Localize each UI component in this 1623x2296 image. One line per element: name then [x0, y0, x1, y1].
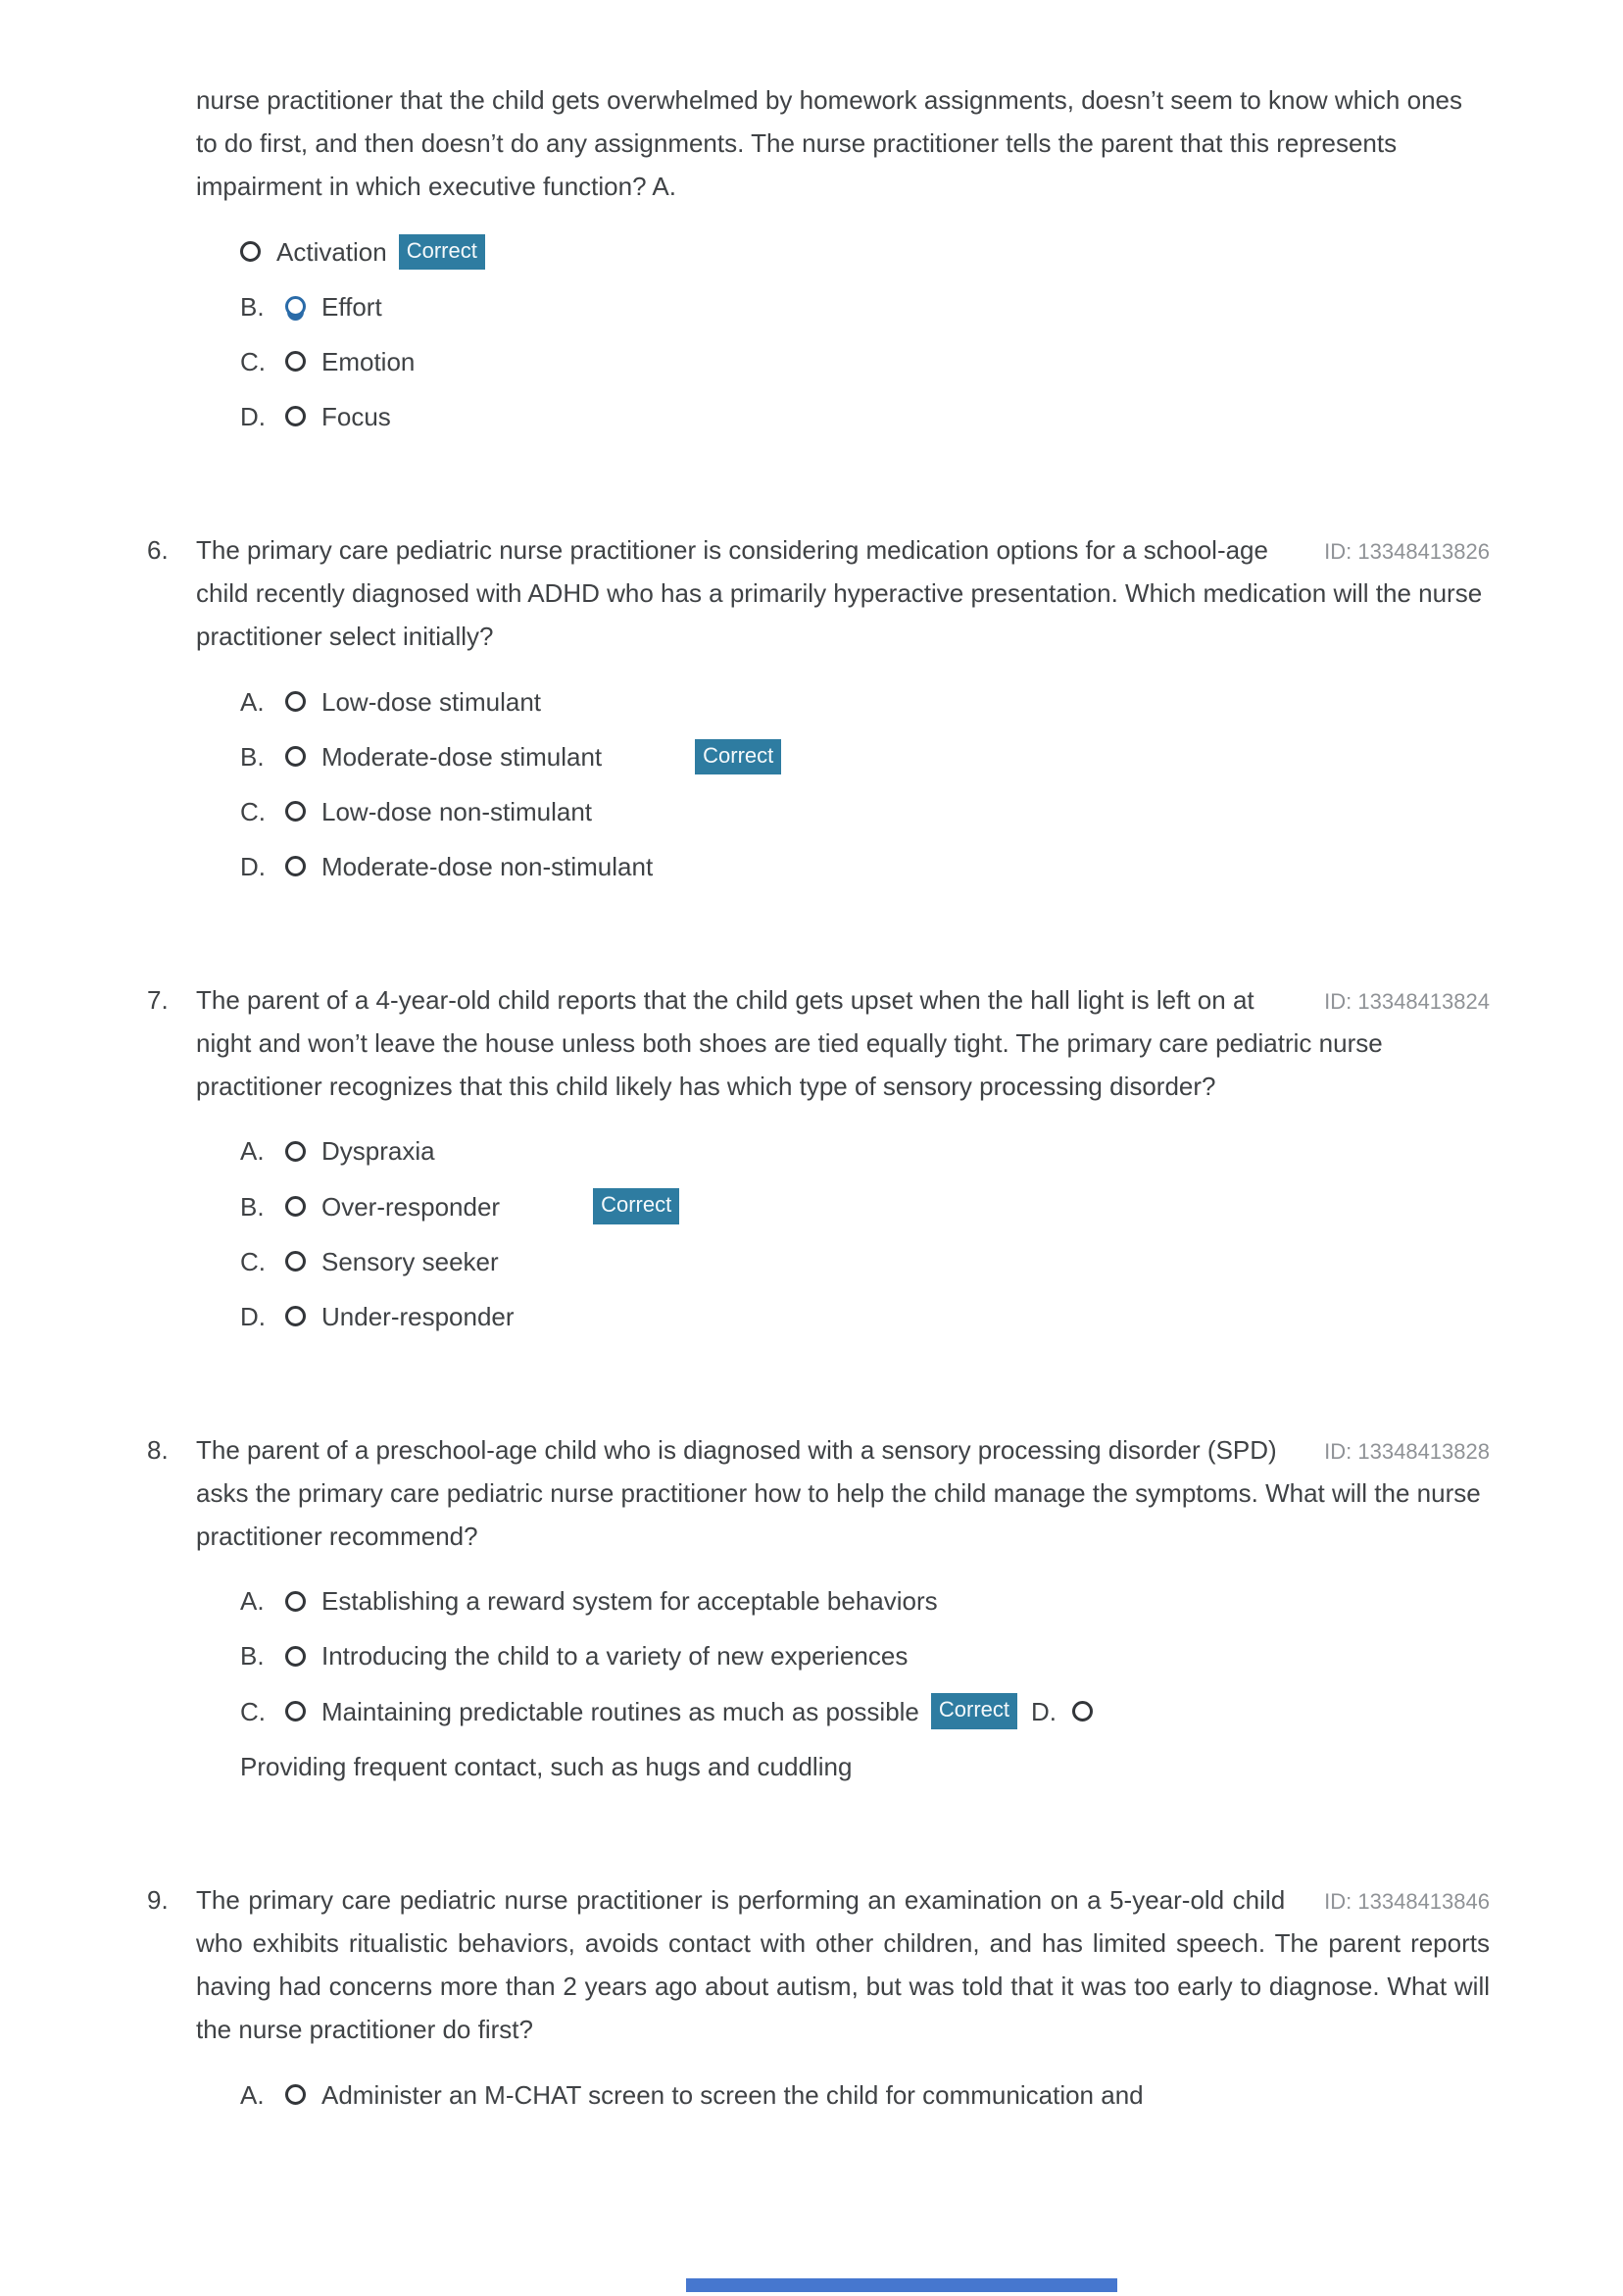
correct-badge: Correct: [593, 1188, 679, 1223]
option-row: [240, 399, 1490, 434]
question-number: 7.: [147, 984, 169, 1015]
option-letter: B.: [240, 1191, 265, 1222]
radio-button[interactable]: [285, 746, 306, 767]
question-text: nurse practitioner that the child gets overwhelmed by homework assignments, doesn’t seem to know which ones to do first, and then doesn’t do any assignments. The nurse practitioner tells the parent that this represents impairment in which executive function? A.: [196, 85, 1462, 202]
correct-badge: Correct: [931, 1693, 1017, 1728]
questions-list: [147, 528, 1490, 2113]
option-label: Under-responder: [321, 1301, 515, 1331]
option-label: Low-dose stimulant: [321, 686, 541, 717]
option-row: [240, 1299, 1490, 1334]
option-letter: C.: [240, 796, 266, 826]
option-row: [240, 1638, 1490, 1673]
question-text: [147, 1428, 1490, 1559]
option-row: [240, 1749, 1490, 1784]
radio-button[interactable]: [285, 351, 306, 372]
option-label: Effort: [321, 291, 382, 322]
radio-button[interactable]: [285, 1701, 306, 1722]
option-row: [240, 289, 1490, 324]
horizontal-scrollbar-thumb[interactable]: [686, 2278, 1117, 2292]
option-row: [240, 739, 1490, 774]
option-row: [240, 849, 1490, 884]
option-letter: A.: [240, 1136, 265, 1167]
question-body: The primary care pediatric nurse practitioner is considering medication options for a school-age child recently diagnosed with ADHD who has a primarily hyperactive presentation. Which medication will the nurse practitioner select initially?: [196, 534, 1483, 652]
option-letter: B.: [240, 291, 265, 322]
option-letter: D.: [1031, 1696, 1057, 1726]
options-list: [240, 234, 1490, 434]
question-body: The parent of a 4-year-old child reports that the child gets upset when the hall light is left on at night and won’t leave the house unless both shoes are tied equally tight. The primary care pediatric nurse practitioner recognizes that this child likely has which type of sensory processing disorder?: [196, 984, 1383, 1102]
option-row: [240, 1188, 1490, 1223]
option-letter: D.: [240, 401, 266, 431]
option-label: Low-dose non-stimulant: [321, 796, 593, 826]
option-label: Providing frequent contact, such as hugs and cuddling: [240, 1751, 853, 1781]
option-label: Moderate-dose non-stimulant: [321, 851, 654, 881]
options-list: [240, 684, 1490, 884]
option-label: Focus: [321, 401, 391, 431]
question-number: 6.: [147, 534, 169, 565]
radio-button[interactable]: [285, 406, 306, 426]
correct-badge: Correct: [695, 739, 781, 774]
radio-button[interactable]: [285, 1591, 306, 1612]
option-row: [240, 1693, 1490, 1728]
options-list: [240, 1133, 1490, 1333]
option-label: Dyspraxia: [321, 1136, 435, 1167]
radio-button[interactable]: [285, 296, 306, 317]
question-id: ID: 13348413828: [1324, 1438, 1490, 1464]
option-label: Maintaining predictable routines as much as possible: [321, 1696, 919, 1726]
option-row: [240, 1583, 1490, 1619]
radio-button[interactable]: [285, 856, 306, 876]
radio-button[interactable]: [285, 1196, 306, 1217]
question-body: The parent of a preschool-age child who is diagnosed with a sensory processing disorder (SPD) asks the primary care pediatric nurse practitioner how to help the child manage the symptoms. What will the nurse practitioner recommend?: [196, 1434, 1481, 1552]
option-row: [240, 2077, 1490, 2113]
question-text: [147, 978, 1490, 1109]
option-label: Sensory seeker: [321, 1246, 499, 1276]
option-row: [240, 344, 1490, 379]
question-text: [147, 528, 1490, 659]
option-letter: B.: [240, 1641, 265, 1672]
option-letter: C.: [240, 346, 266, 376]
option-letter: D.: [240, 1301, 266, 1331]
radio-button[interactable]: [285, 1251, 306, 1272]
option-label: Emotion: [321, 346, 416, 376]
option-row: [240, 684, 1490, 720]
question-id: ID: 13348413824: [1324, 988, 1490, 1014]
radio-button[interactable]: [285, 691, 306, 712]
option-letter: B.: [240, 741, 265, 772]
option-letter: A.: [240, 1586, 265, 1617]
radio-button[interactable]: [240, 241, 261, 262]
option-label: Administer an M-CHAT screen to screen the child for communication and: [321, 2079, 1144, 2110]
question-id: ID: 13348413846: [1324, 1888, 1490, 1914]
options-list: [240, 2077, 1490, 2113]
option-row: [240, 234, 1490, 270]
radio-button[interactable]: [285, 2084, 306, 2105]
option-letter: C.: [240, 1246, 266, 1276]
question-text: [147, 1878, 1490, 2052]
question-number: 9.: [147, 1884, 169, 1915]
question-id: ID: 13348413826: [1324, 538, 1490, 564]
option-row: [240, 1133, 1490, 1169]
option-letter: A.: [240, 2079, 265, 2110]
option-letter: A.: [240, 686, 265, 717]
correct-badge: Correct: [399, 234, 485, 270]
question-block: [147, 978, 1490, 1334]
option-row: [240, 794, 1490, 829]
option-label: Over-responder: [321, 1191, 501, 1222]
radio-button[interactable]: [285, 1141, 306, 1162]
radio-button[interactable]: [285, 801, 306, 822]
question-block: [147, 528, 1490, 884]
option-letter: D.: [240, 851, 266, 881]
option-row: [240, 1244, 1490, 1279]
intro-question: [147, 78, 1490, 434]
radio-button[interactable]: [285, 1646, 306, 1667]
option-label: Introducing the child to a variety of new experiences: [321, 1641, 909, 1672]
radio-button[interactable]: [1072, 1701, 1093, 1722]
option-letter: C.: [240, 1696, 266, 1726]
options-list: [240, 1583, 1490, 1783]
radio-button[interactable]: [285, 1306, 306, 1326]
question-body: The primary care pediatric nurse practitioner is performing an examination on a 5-year-old child who exhibits ritualistic behaviors, avoids contact with other children, and has limited speech. The parent reports having had concerns more than 2 years ago about autism, but was told that it was too early to diagnose. What will the nurse practitioner do first?: [196, 1884, 1490, 2045]
option-label: Moderate-dose stimulant: [321, 741, 603, 772]
question-block: [147, 1878, 1490, 2113]
option-label: Activation: [276, 236, 387, 267]
option-label: Establishing a reward system for acceptable behaviors: [321, 1586, 938, 1617]
question-block: [147, 1428, 1490, 1784]
question-number: 8.: [147, 1434, 169, 1465]
